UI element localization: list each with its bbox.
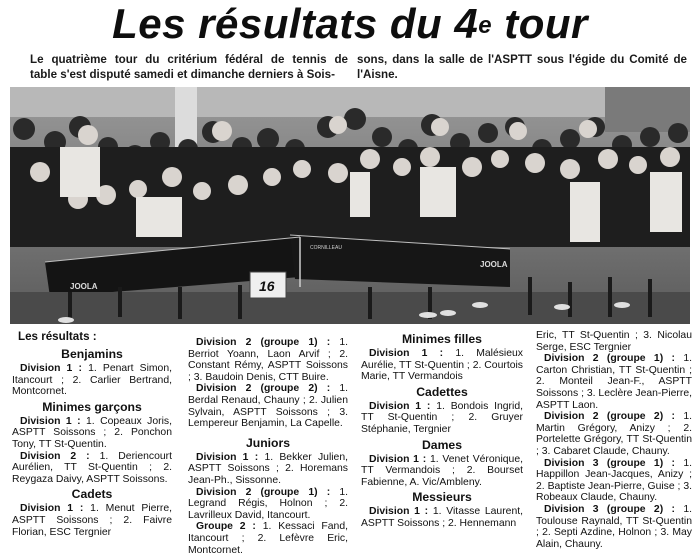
dames-division-1: Division 1 : 1. Venet Véronique, TT Vermandois ; 2. Bourset Fabienne, A. Vic/Ambleny. [361,453,523,488]
table-brand-3: CORNILLEAU [310,245,342,251]
intro-line-1: Le quatrième tour du critérium fédéral de tennis de [30,53,348,66]
results-column-2 [188,337,348,556]
cadets-div2-group-1: Division 2 (groupe 1) : 1. Berriot Yoann, Laon Arvif ; 2. Constant Rémy, ASPTT Soissons ; 3. Baudoin Denis, CTT Buire. [188,337,348,383]
results-column-1 [12,330,172,538]
photo-illustration [10,87,690,324]
results-column-4 [536,330,692,550]
minimes-g-division-2: Division 2 : 1. Deriencourt Aurélien, TT St-Quentin ; 2. Reygaza Daivy, ASPTT Soissons. [12,450,172,485]
section-minimes-filles: Minimes filles [402,332,482,346]
group-photo [10,87,690,324]
section-juniors: Juniors [245,435,291,450]
title-main: Les résultats du 4 [112,0,479,47]
juniors-div2-group-1: Division 2 (groupe 1) : 1. Legrand Régis, Holnon ; 2. Lavrilleux David, Itancourt. [188,486,348,521]
sign-number: 16 [259,278,275,294]
intro-line-2: table s'est disputé samedi et dimanche derniers à Sois- [30,67,335,81]
messieurs-division-1: Division 1 : 1. Vitasse Laurent, ASPTT Soissons ; 2. Hennemann [361,506,523,529]
messieurs-div3-group-1: Division 3 (groupe 1) : 1. Happillon Jean-Jacques, Anizy ; 2. Baptiste Jean-Pierre, Guise ; 3. Robeaux Claude, Chauny. [536,457,692,504]
table-brand-1: JOOLA [70,282,98,291]
cadets-division-1: Division 1 : 1. Menut Pierre, ASPTT Soissons ; 2. Faivre Florian, ESC Tergnier [12,503,173,538]
juniors-group-2: Groupe 2 : 1. Kessaci Fand, Itancourt ; 2. Lefèvre Eric, Montcornet. [188,521,348,556]
minimes-g-division-1: Division 1 : 1. Copeaux Joris, ASPTT Soissons ; 2. Ponchon Tony, TT St-Quentin. [12,415,172,450]
messieurs-div2-group-1: Division 2 (groupe 1) : 1. Carton Christian, TT St-Quentin ; 2. Monteil Jean-F., ASPTT Soissons ; 3. Leclère Jean-Pierre, ASPTT Laon. [536,353,692,411]
results-header: Les résultats : [18,330,97,343]
messieurs-div3-group-2: Division 3 (groupe 2) : 1. Toulouse Raynald, TT St-Quentin ; 2. Septi Azdine, Holnon ; 3. May Alain, Chauny. [536,503,692,550]
section-minimes-garcons: Minimes garçons [42,399,142,414]
benjamins-division-1: Division 1 : 1. Penart Simon, Itancourt ; 2. Carlier Bertrand, Montcornet. [12,363,173,398]
title-end: tour [492,0,588,47]
cadets-div2-group-2: Division 2 (groupe 2) : 1. Berdal Renaud, Chauny ; 2. Julien Sylvain, ASPTT Soissons ; 3. Lempereur Benjamin, La Capelle. [188,383,348,430]
results-column-3 [361,330,523,530]
messieurs-division-1-continued: Eric, TT St-Quentin ; 3. Nicolau Serge, ESC Tergnier [536,330,692,353]
section-dames: Dames [422,437,462,452]
article-title [0,2,700,46]
title-superscript: e [478,12,493,39]
table-brand-2: JOOLA [480,260,508,269]
minimes-f-division-1: Division 1 : 1. Malésieux Aurélie, TT St-Quentin ; 2. Courtois Marie, TT Vermandois [361,348,523,383]
section-messieurs: Messieurs [412,490,472,505]
cadettes-division-1: Division 1 : 1. Bondois Ingrid, TT St-Quentin ; 2. Gruyer Stéphanie, Tergnier [361,400,523,435]
section-cadets: Cadets [71,487,113,502]
section-benjamins: Benjamins [61,347,123,361]
intro-left-paragraph [30,53,348,82]
messieurs-div2-group-2: Division 2 (groupe 2) : 1. Martin Grégory, Anizy ; 2. Portelette Grégory, TT St-Quentin ; 3. Cabaret Claude, Chauny. [536,411,692,457]
juniors-division-1: Division 1 : 1. Bekker Julien, ASPTT Soissons ; 2. Horemans Jean-Ph., Sissonne. [188,451,349,486]
intro-right-paragraph: sons, dans la salle de l'ASPTT sous l'égide du Comité de l'Aisne. [357,53,687,81]
section-cadettes: Cadettes [416,384,468,399]
